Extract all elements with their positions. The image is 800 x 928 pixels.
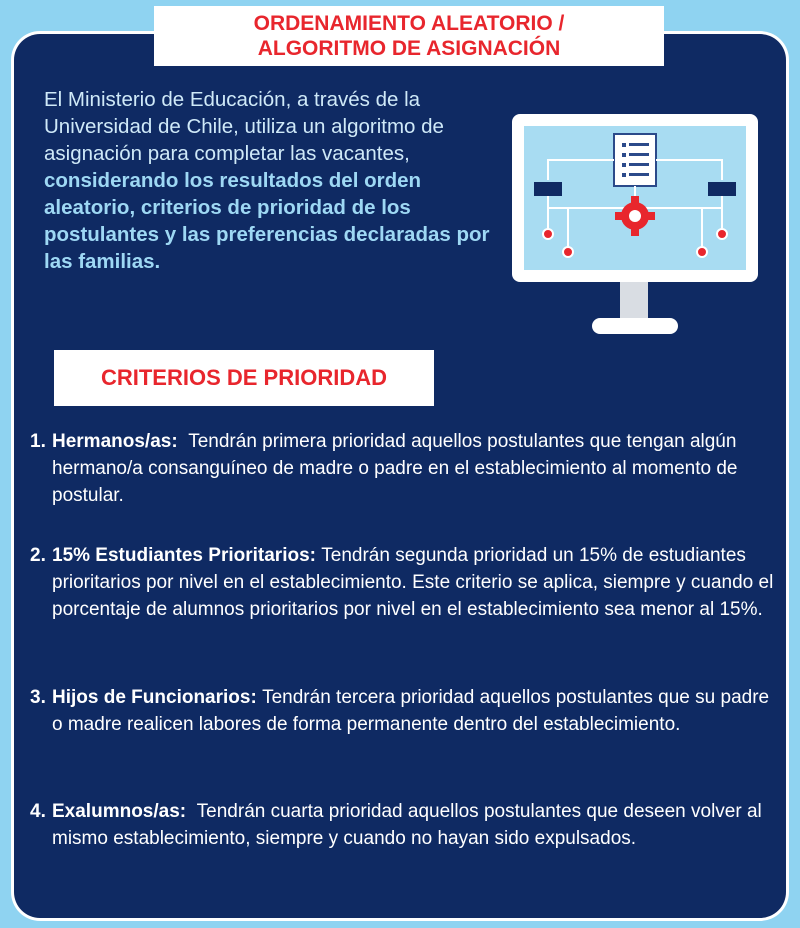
title-line-2: ALGORITMO DE ASIGNACIÓN — [257, 37, 561, 60]
item-text: Tendrán segunda prioridad un 15% de estudiantes prioritarios por nivel en el establecimiento. Este criterio se aplica, siempre y cuando el porcentaje de alumnos prioritarios por nivel en el establecimiento sea menor al 15%. — [52, 545, 774, 620]
item-title: Exalumnos/as: — [52, 801, 187, 822]
page-title — [154, 6, 664, 66]
item-number: 1. — [30, 431, 46, 452]
item-number: 4. — [30, 801, 46, 822]
criteria-item-exalumnos — [30, 798, 780, 852]
title-line-1: ORDENAMIENTO ALEATORIO / — [253, 12, 565, 35]
computer-monitor-algorithm-icon — [510, 112, 760, 342]
item-title: Hermanos/as: — [52, 431, 178, 452]
criteria-item-hermanos — [30, 428, 780, 509]
intro-bold-text: considerando los resultados del orden aleatorio, criterios de prioridad de los postulantes y las preferencias declaradas por las familias. — [44, 169, 490, 273]
intro-plain-text: El Ministerio de Educación, a través de la Universidad de Chile, utiliza un algoritmo de asignación para completar las vacantes, — [44, 88, 444, 165]
item-number: 2. — [30, 545, 46, 566]
intro-paragraph — [44, 86, 504, 275]
item-text: Tendrán tercera prioridad aquellos postulantes que su padre o madre realicen labores de forma permanente dentro del establecimiento. — [52, 687, 770, 735]
criteria-item-funcionarios — [30, 684, 780, 738]
item-text: Tendrán primera prioridad aquellos postulantes que tengan algún hermano/a consanguíneo de madre o padre en el establecimiento al momento de postular. — [52, 431, 738, 506]
criteria-item-prioritarios — [30, 542, 780, 623]
item-text: Tendrán cuarta prioridad aquellos postulantes que deseen volver al mismo establecimiento, siempre y cuando no hayan sido expulsados. — [52, 801, 762, 849]
criteria-heading: CRITERIOS DE PRIORIDAD — [54, 350, 434, 406]
item-title: Hijos de Funcionarios: — [52, 687, 257, 708]
item-title: 15% Estudiantes Prioritarios: — [52, 545, 316, 566]
item-number: 3. — [30, 687, 46, 708]
